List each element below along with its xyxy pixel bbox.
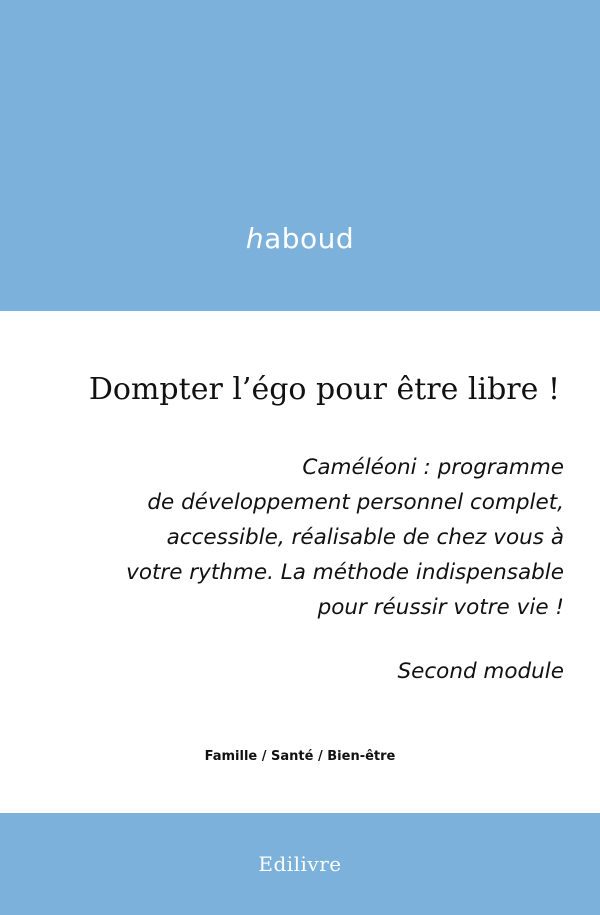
publisher-logo: Edilivre xyxy=(258,852,342,876)
subtitle-line: Caméléoni : programme xyxy=(302,455,564,480)
book-title: Dompter l’égo pour être libre ! xyxy=(88,372,560,407)
module-label: Second module xyxy=(397,659,564,684)
category-label: Famille / Santé / Bien-être xyxy=(204,749,396,764)
book-subtitle xyxy=(44,450,564,625)
author-rest: aboud xyxy=(264,222,355,255)
top-color-band xyxy=(0,0,600,311)
subtitle-line: pour réussir votre vie ! xyxy=(317,595,564,620)
author-name xyxy=(0,222,600,255)
author-first-letter: h xyxy=(245,222,265,255)
subtitle-line: accessible, réalisable de chez vous à xyxy=(166,525,564,550)
subtitle-line: de développement personnel complet, xyxy=(147,490,564,515)
subtitle-line: votre rythme. La méthode indispensable xyxy=(126,560,564,585)
